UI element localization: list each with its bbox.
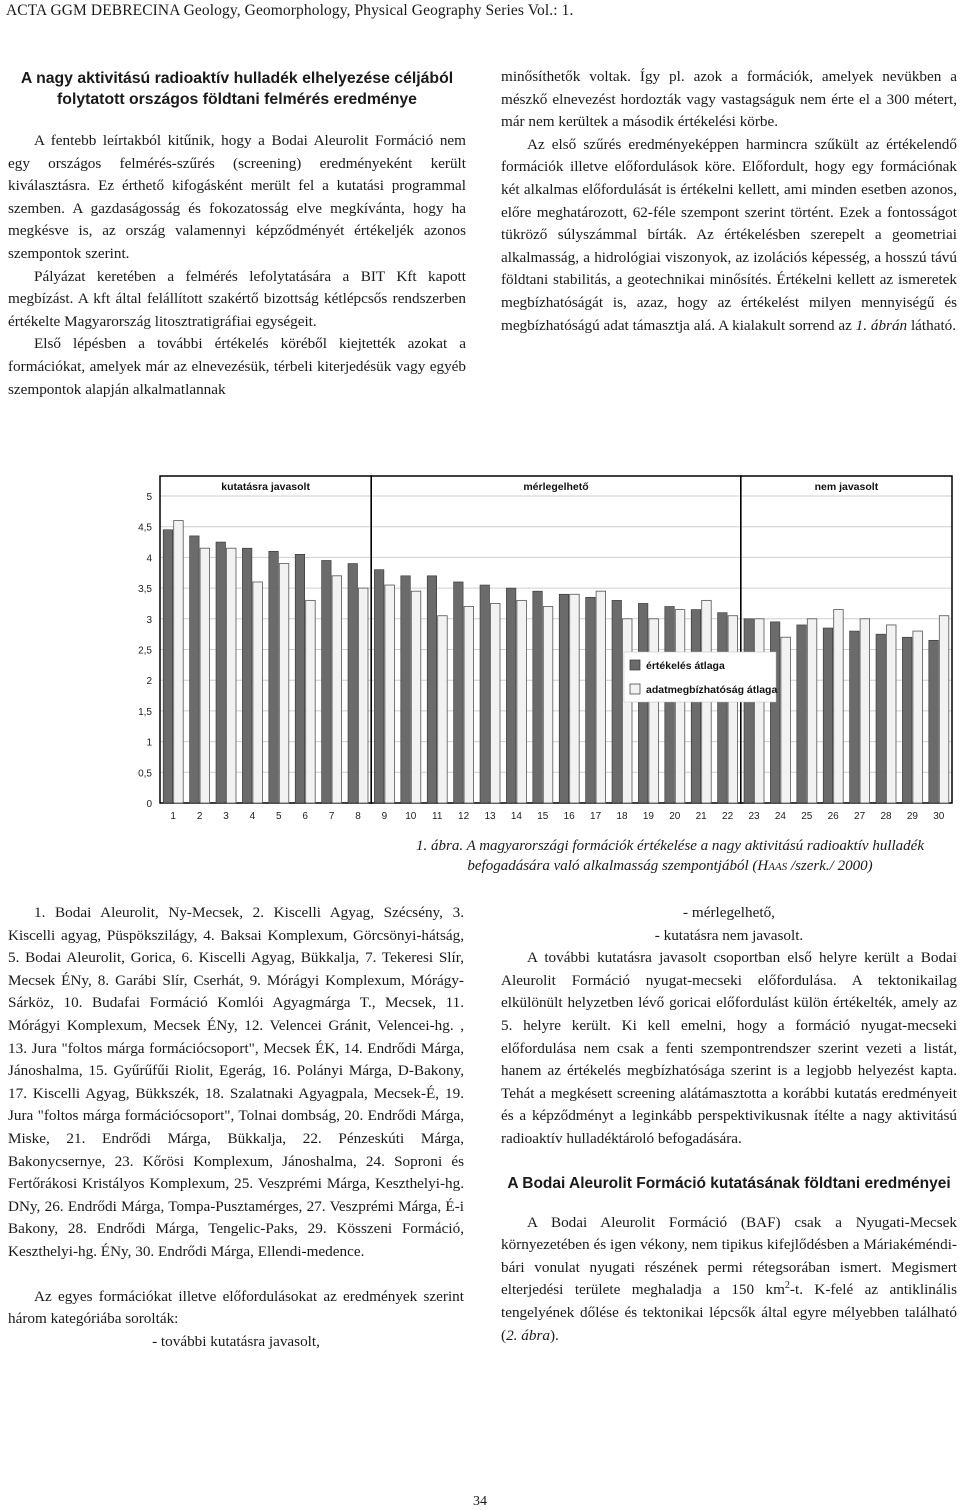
bar-evaluation-average xyxy=(850,631,860,803)
x-tick-label: 26 xyxy=(827,811,839,822)
x-tick-label: 22 xyxy=(722,811,734,822)
bar-chart xyxy=(120,470,960,830)
x-tick-label: 1 xyxy=(170,811,176,822)
page-number: 34 xyxy=(473,1494,487,1509)
x-tick-label: 13 xyxy=(484,811,496,822)
bar-data-reliability-average xyxy=(623,619,633,803)
bar-evaluation-average xyxy=(823,628,833,803)
bar-evaluation-average xyxy=(797,625,807,803)
bar-data-reliability-average xyxy=(913,631,923,803)
bar-data-reliability-average xyxy=(253,582,263,803)
right-section-heading: A Bodai Aleurolit Formáció kutatásának földtani eredményei xyxy=(507,1174,951,1192)
bar-data-reliability-average xyxy=(887,625,897,803)
x-tick-label: 4 xyxy=(249,811,256,822)
right-paragraph-2: Az első szűrés eredményeképpen harmincra szűkült az értékelendő formációk illetve előfordulások köre. Előfordult, hogy egy formációnak két alkalmas előfordulását is értékelni kellett, ami minden esetben azonos, előre meghatározott, 62-féle szempont szerint történt. Ezek a fontosságot tükröző súlyszámmal bírták. Az értékelésben szerepelt a geometriai alkalmasság, a hidrológiai viszonyok, az izolációs képesség, a hosszú távú földtani stabilitás, a geotechnikai minősítés. Értékelni kellett az ismeretek megbízhatóságát is, azaz, hogy az értékelést milyen mennyiségű és megbízhatóságú adat támasztja alá. A kialakult sorrend az 1. ábrán látható. xyxy=(501,135,957,334)
bar-data-reliability-average xyxy=(279,564,289,803)
bar-evaluation-average xyxy=(216,542,226,803)
bar-data-reliability-average xyxy=(200,548,210,803)
bar-data-reliability-average xyxy=(411,591,421,803)
category-item: - kutatásra nem javasolt. xyxy=(654,926,804,944)
category-item: - mérlegelhető, xyxy=(683,904,775,921)
x-tick-label: 17 xyxy=(590,811,602,822)
bar-data-reliability-average xyxy=(491,603,501,803)
y-tick-label: 0 xyxy=(146,799,152,810)
legend-label: értékelés átlaga xyxy=(646,660,725,672)
running-head: ACTA GGM DEBRECINA Geology, Geomorphology, Physical Geography Series Vol.: 1. xyxy=(6,2,574,19)
x-tick-label: 27 xyxy=(854,811,866,822)
bar-evaluation-average xyxy=(929,640,939,803)
x-tick-label: 2 xyxy=(196,811,203,822)
bar-data-reliability-average xyxy=(675,610,685,803)
bar-evaluation-average xyxy=(348,564,358,803)
categories-intro: Az egyes formációkat illetve előfordulásokat az eredmények szerint három kategóriába sorolták: xyxy=(8,1287,464,1328)
right-bottom-paragraph-2: A Bodai Aleurolit Formáció (BAF) csak a Nyugati-Mecsek környezetében és igen vékony, nem tipikus kifejlődésben a Máriakéméndi-bári vonulat nyugati részének permi rétegsorában ismert. Megismert elterjedési területe meghaladja a 150 $km^2-t$. K-felé az antiklinális tengelyének dőlése és tektonikai lépcsők által egyre mélyebben található (2. ábra). xyxy=(501,1213,957,1344)
bar-evaluation-average xyxy=(190,536,200,803)
bar-data-reliability-average xyxy=(807,619,817,803)
legend-swatch xyxy=(630,660,640,670)
bar-evaluation-average xyxy=(269,551,279,803)
x-tick-label: 25 xyxy=(801,811,813,822)
bar-evaluation-average xyxy=(480,585,490,803)
bar-evaluation-average xyxy=(163,530,173,803)
x-tick-label: 19 xyxy=(642,811,654,822)
bar-data-reliability-average xyxy=(174,521,184,803)
bar-evaluation-average xyxy=(744,619,754,803)
x-tick-label: 11 xyxy=(432,811,443,822)
bar-evaluation-average xyxy=(612,600,622,803)
right-column-bottom xyxy=(501,902,957,1347)
x-tick-label: 16 xyxy=(563,811,575,822)
right-paragraph-1: minősíthetők voltak. Így pl. azok a formációk, amelyek nevükben a mészkő elnevezést hordozták vagy vastagságuk nem érte el a 300 métert, már nem kerültek a második értékelési körbe. xyxy=(501,68,957,131)
x-tick-label: 30 xyxy=(933,811,945,822)
left-paragraph-1: A fentebb leírtakból kitűnik, hogy a Bodai Aleurolit Formáció nem egy országos felmérés-szűrés (screening) eredményeként került kiválasztásra. Ez érthető kifogásként merült fel a kutatási programmal szemben. A gazdaságosság és fokozatosság elve megkívánta, hogy ha megkésve is, az ország valamennyi képződményét értékeljék azonos szempontok szerint. xyxy=(8,132,466,262)
bar-evaluation-average xyxy=(322,560,332,803)
x-tick-label: 3 xyxy=(223,811,229,822)
bar-evaluation-average xyxy=(454,582,464,803)
bar-data-reliability-average xyxy=(649,619,659,803)
left-paragraph-2: Pályázat keretében a felmérés lefolytatására a BIT Kft kapott megbízást. A kft által felállított szakértő bizottság kétlépcsős rendszerben értékelte Magyarország litosztratigráfiai egységeit. xyxy=(8,267,466,330)
zone-label: nem javasolt xyxy=(814,481,879,493)
bar-evaluation-average xyxy=(295,554,305,803)
right-bottom-paragraph-1: A további kutatásra javasolt csoportban első helyre került a Bodai Aleurolit Formáció nyugat-mecseki előfordulása. A tektonikailag elkülönült helyzetben lévő goricai előfordulást külön értékelték, amely az 5. helyre került. Ki kell emelni, hogy a formáció nyugat-mecseki előfordulása nem csak a fenti szempontrendszer szerint vezeti a listát, hanem az értékelés megbízhatósága szerint is a legjobb helyezést kapta. Tehát a megkésett screening alátámasztotta a korábbi kutatás eredményeit és a képződményt a leginkább perspektivikusnak ítélte a nagy aktivitású radioaktív hulladéktároló befogadására. xyxy=(501,949,957,1147)
bar-data-reliability-average xyxy=(332,576,342,803)
bar-evaluation-average xyxy=(374,570,384,803)
bar-data-reliability-average xyxy=(517,600,527,803)
left-paragraph-3: Első lépésben a további értékelés köréből kiejtették azokat a formációkat, amelyek már az elnevezésük, térbeli kiterjedésük vagy egyéb szempontok alapján alkalmatlannak xyxy=(8,335,466,398)
x-tick-label: 23 xyxy=(748,811,760,822)
bar-data-reliability-average xyxy=(755,619,765,803)
x-tick-label: 24 xyxy=(774,811,786,822)
x-tick-label: 9 xyxy=(381,811,388,822)
bar-evaluation-average xyxy=(427,576,437,803)
figure-reference: 2. ábra xyxy=(506,1326,550,1344)
bar-evaluation-average xyxy=(876,634,886,803)
bar-evaluation-average xyxy=(770,622,780,803)
bar-data-reliability-average xyxy=(939,616,949,803)
x-tick-label: 29 xyxy=(906,811,918,822)
y-tick-label: 2 xyxy=(146,676,152,688)
left-section-heading: A nagy aktivitású radioaktív hulladék elhelyezése céljából folytatott országos földtani felmérés eredménye xyxy=(20,70,454,108)
legend-swatch xyxy=(630,684,640,694)
bar-data-reliability-average xyxy=(359,588,369,803)
bar-evaluation-average xyxy=(586,597,596,803)
bar-data-reliability-average xyxy=(728,616,738,803)
y-tick-label: 2,5 xyxy=(138,645,152,657)
left-column-bottom xyxy=(8,902,464,1353)
bar-evaluation-average xyxy=(533,591,543,803)
y-tick-label: 4,5 xyxy=(138,522,152,534)
figure-1-chart xyxy=(120,470,960,830)
x-tick-label: 18 xyxy=(616,811,628,822)
x-tick-label: 6 xyxy=(302,811,308,822)
x-tick-label: 7 xyxy=(328,811,335,822)
bar-evaluation-average xyxy=(902,637,912,803)
caption-author: Haas xyxy=(757,858,788,874)
category-item: - további kutatásra javasolt, xyxy=(152,1332,320,1350)
bar-data-reliability-average xyxy=(860,619,870,803)
bar-data-reliability-average xyxy=(464,607,474,803)
bar-data-reliability-average xyxy=(543,607,553,803)
x-tick-label: 10 xyxy=(405,811,417,822)
x-tick-label: 5 xyxy=(276,811,282,822)
bar-evaluation-average xyxy=(718,613,728,803)
y-tick-label: 3 xyxy=(146,614,152,626)
x-tick-label: 12 xyxy=(458,811,470,822)
bar-data-reliability-average xyxy=(781,637,791,803)
x-tick-label: 14 xyxy=(510,811,522,822)
bar-data-reliability-average xyxy=(834,610,844,803)
y-tick-label: 1,5 xyxy=(138,706,152,718)
category-list-left xyxy=(8,1331,464,1354)
y-tick-label: 4 xyxy=(146,553,152,565)
figure-reference: 1. ábrán xyxy=(855,316,908,334)
category-list-right xyxy=(501,902,957,947)
y-tick-label: 0,5 xyxy=(138,768,152,780)
bar-evaluation-average xyxy=(559,594,569,803)
x-tick-label: 20 xyxy=(669,811,681,822)
bar-data-reliability-average xyxy=(438,616,448,803)
y-tick-label: 3,5 xyxy=(138,584,152,596)
bar-evaluation-average xyxy=(506,588,516,803)
bar-data-reliability-average xyxy=(570,594,580,803)
figure-caption: 1. ábra. A magyarországi formációk értékelése a nagy aktivitású radioaktív hulladék befogadására való alkalmasság szempontjából (Haas /szerk./ 2000) xyxy=(416,838,924,874)
bar-evaluation-average xyxy=(638,603,648,803)
zone-label: kutatásra javasolt xyxy=(221,481,310,493)
bar-evaluation-average xyxy=(242,548,252,803)
x-tick-label: 8 xyxy=(355,811,361,822)
bar-evaluation-average xyxy=(691,610,701,803)
bar-data-reliability-average xyxy=(596,591,606,803)
zone-label: mérlegelhető xyxy=(523,481,589,493)
y-tick-label: 1 xyxy=(146,737,152,749)
x-tick-label: 21 xyxy=(695,811,707,822)
bar-data-reliability-average xyxy=(227,548,237,803)
y-tick-label: 5 xyxy=(146,492,152,503)
bar-evaluation-average xyxy=(665,607,675,803)
formation-list-paragraph: 1. Bodai Aleurolit, Ny-Mecsek, 2. Kiscelli Agyag, Szécsény, 3. Kiscelli agyag, Püspökszilágy, 4. Baksai Komplexum, Görcsönyi-hátság, 5. Bodai Aleurolit, Gorica, 6. Kiscelli Agyag, Bükkalja, 7. Tekeresi Slír, Mecsek ÉNy, 8. Garábi Slír, Cserhát, 9. Mórágyi Komplexum, Mórágy-Sárköz, 10. Budafai Formáció Komlói Agyagmárga T., Mecsek, 11. Mórágyi Komplexum, Mecsek ÉNy, 12. Velencei Gránit, Velencei-hg. , 13. Jura "foltos márga formációcsoport", Mecsek ÉK, 14. Endrődi Márga, Jánoshalma, 15. Gyűrűfűi Riolit, Egerág, 16. Polányi Márga, D-Bakony, 17. Kiscelli Agyag, Bükkszék, 18. Szalatnaki Agyagpala, Mecsek-É, 19. Jura "foltos márga formációcsoport", Tolnai dombság, 20. Endrődi Márga, Miske, 21. Endrődi Márga, Bükkalja, 22. Pénzeskúti Márga, Bakonycsernye, 23. Kőrösi Komplexum, Jánoshalma, 24. Soproni és Fertőrákosi Kristályos Komplexum, 25. Veszprémi Márga, Keszthelyi-hg. DNy, 26. Endrődi Márga, Tompa-Pusztamérges, 27. Veszprémi Márga, É-i Bakony, 28. Endrődi Márga, Tengelic-Paks, 29. Kösszeni Formáció, Keszthelyi-hg. ÉNy, 30. Endrődi Márga, Ellendi-medence. xyxy=(8,904,464,1260)
x-tick-label: 15 xyxy=(537,811,549,822)
legend-label: adatmegbízhatóság átlaga xyxy=(646,684,778,696)
left-column-top xyxy=(8,130,466,401)
right-column-top xyxy=(501,66,957,337)
bar-data-reliability-average xyxy=(306,600,316,803)
x-tick-label: 28 xyxy=(880,811,892,822)
bar-evaluation-average xyxy=(401,576,411,803)
bar-data-reliability-average xyxy=(385,585,395,803)
